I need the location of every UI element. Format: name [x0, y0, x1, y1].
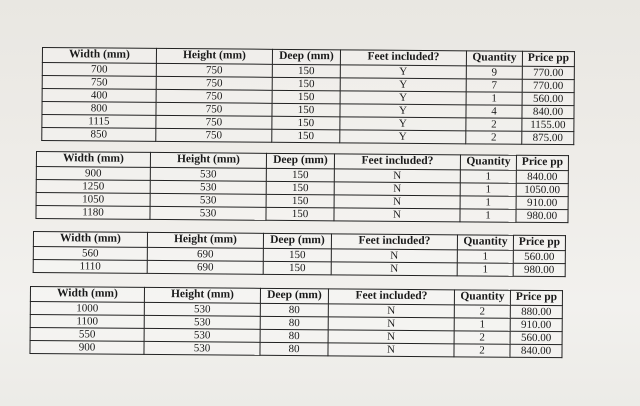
- cell-feet: N: [328, 304, 454, 318]
- cell-height: 750: [156, 63, 272, 77]
- cell-height: 750: [156, 128, 272, 142]
- cell-width: 1000: [30, 302, 144, 316]
- cell-deep: 150: [272, 103, 340, 117]
- cell-feet: N: [334, 195, 460, 209]
- price-table-3: [33, 231, 566, 277]
- cell-price: 980.00: [513, 263, 565, 276]
- header-deep: Deep (mm): [263, 233, 331, 249]
- cell-price: 770.00: [522, 79, 574, 92]
- cell-price: 840.00: [510, 344, 562, 357]
- header-deep: Deep (mm): [260, 288, 328, 304]
- cell-width: 550: [30, 328, 144, 342]
- price-table-2: [35, 151, 569, 223]
- cell-quantity: 2: [466, 118, 522, 131]
- cell-deep: 150: [272, 129, 340, 143]
- header-height: Height (mm): [156, 48, 272, 64]
- cell-width: 900: [36, 167, 150, 181]
- cell-deep: 80: [260, 303, 328, 317]
- header-quantity: Quantity: [466, 51, 522, 66]
- cell-feet: N: [334, 169, 460, 183]
- cell-height: 750: [156, 102, 272, 116]
- cell-deep: 150: [272, 90, 340, 104]
- header-feet: Feet included?: [334, 154, 460, 170]
- cell-width: 700: [42, 63, 156, 77]
- cell-height: 690: [147, 260, 263, 274]
- header-width: Width (mm): [36, 152, 150, 168]
- header-price: Price pp: [516, 155, 568, 170]
- cell-width: 1110: [33, 260, 147, 274]
- cell-deep: 150: [272, 116, 340, 130]
- cell-quantity: 2: [454, 331, 510, 344]
- cell-width: 900: [30, 341, 144, 355]
- cell-quantity: 2: [454, 305, 510, 318]
- cell-deep: 150: [272, 77, 340, 91]
- cell-price: 875.00: [522, 131, 574, 144]
- cell-feet: N: [328, 317, 454, 331]
- cell-feet: Y: [340, 117, 466, 131]
- cell-feet: N: [328, 343, 454, 357]
- cell-height: 530: [144, 302, 260, 316]
- table-row: [33, 260, 565, 277]
- cell-quantity: 4: [466, 105, 522, 118]
- cell-price: 770.00: [522, 66, 574, 79]
- cell-price: 560.00: [522, 92, 574, 105]
- header-height: Height (mm): [150, 152, 266, 168]
- cell-height: 530: [150, 206, 266, 220]
- header-price: Price pp: [510, 290, 562, 305]
- cell-width: 800: [42, 102, 156, 116]
- cell-price: 1050.00: [516, 183, 568, 196]
- cell-quantity: 1: [457, 250, 513, 263]
- cell-price: 840.00: [522, 105, 574, 118]
- cell-width: 850: [42, 128, 156, 142]
- cell-quantity: 1: [457, 263, 513, 276]
- header-deep: Deep (mm): [272, 49, 340, 65]
- cell-quantity: 1: [460, 183, 516, 196]
- cell-quantity: 2: [454, 344, 510, 357]
- cell-deep: 150: [266, 181, 334, 195]
- header-height: Height (mm): [144, 287, 260, 303]
- header-feet: Feet included?: [331, 234, 457, 250]
- cell-price: 1155.00: [522, 118, 574, 131]
- cell-deep: 150: [266, 207, 334, 221]
- cell-width: 560: [33, 247, 147, 261]
- cell-feet: N: [334, 208, 460, 222]
- cell-feet: N: [328, 330, 454, 344]
- cell-quantity: 1: [454, 318, 510, 331]
- cell-height: 750: [156, 115, 272, 129]
- cell-price: 560.00: [510, 331, 562, 344]
- cell-deep: 150: [263, 261, 331, 275]
- cell-deep: 150: [266, 168, 334, 182]
- cell-deep: 80: [260, 329, 328, 343]
- header-feet: Feet included?: [340, 50, 466, 66]
- cell-feet: Y: [340, 130, 466, 144]
- cell-width: 1100: [30, 315, 144, 329]
- cell-feet: Y: [340, 91, 466, 105]
- cell-deep: 150: [266, 194, 334, 208]
- header-width: Width (mm): [33, 232, 147, 248]
- header-quantity: Quantity: [460, 155, 516, 170]
- header-height: Height (mm): [147, 232, 263, 248]
- header-quantity: Quantity: [457, 235, 513, 250]
- cell-feet: N: [331, 262, 457, 276]
- cell-price: 910.00: [516, 196, 568, 209]
- cell-feet: Y: [340, 65, 466, 79]
- header-price: Price pp: [513, 235, 565, 250]
- cell-width: 1180: [36, 206, 150, 220]
- cell-feet: N: [334, 182, 460, 196]
- cell-height: 530: [144, 341, 260, 355]
- price-table-1: [41, 47, 575, 145]
- cell-width: 1050: [36, 193, 150, 207]
- header-price: Price pp: [522, 51, 574, 66]
- cell-width: 1250: [36, 180, 150, 194]
- cell-height: 530: [144, 315, 260, 329]
- cell-quantity: 2: [466, 131, 522, 144]
- cell-quantity: 7: [466, 79, 522, 92]
- header-quantity: Quantity: [454, 290, 510, 305]
- cell-height: 750: [156, 76, 272, 90]
- cell-height: 530: [144, 328, 260, 342]
- cell-feet: Y: [340, 78, 466, 92]
- cell-deep: 80: [260, 342, 328, 356]
- header-width: Width (mm): [42, 48, 156, 64]
- header-width: Width (mm): [30, 287, 144, 303]
- cell-height: 750: [156, 89, 272, 103]
- cell-feet: N: [331, 249, 457, 263]
- cell-height: 530: [150, 180, 266, 194]
- cell-price: 560.00: [513, 250, 565, 263]
- cell-deep: 80: [260, 316, 328, 330]
- cell-quantity: 1: [466, 92, 522, 105]
- cell-width: 400: [42, 89, 156, 103]
- cell-height: 530: [150, 167, 266, 181]
- header-feet: Feet included?: [328, 289, 454, 305]
- cell-width: 750: [42, 76, 156, 90]
- cell-quantity: 1: [460, 196, 516, 209]
- cell-quantity: 1: [460, 209, 516, 222]
- table-row: [36, 206, 568, 223]
- table-row: [30, 341, 562, 358]
- cell-price: 840.00: [516, 170, 568, 183]
- cell-quantity: 1: [460, 170, 516, 183]
- cell-feet: Y: [340, 104, 466, 118]
- table-row: [42, 128, 574, 145]
- price-table-4: [29, 286, 563, 358]
- cell-price: 980.00: [516, 209, 568, 222]
- cell-price: 910.00: [510, 318, 562, 331]
- cell-price: 880.00: [510, 305, 562, 318]
- cell-width: 1115: [42, 115, 156, 129]
- cell-height: 530: [150, 193, 266, 207]
- cell-deep: 150: [263, 248, 331, 262]
- cell-deep: 150: [272, 64, 340, 78]
- header-deep: Deep (mm): [266, 153, 334, 169]
- cell-quantity: 9: [466, 66, 522, 79]
- cell-height: 690: [147, 247, 263, 261]
